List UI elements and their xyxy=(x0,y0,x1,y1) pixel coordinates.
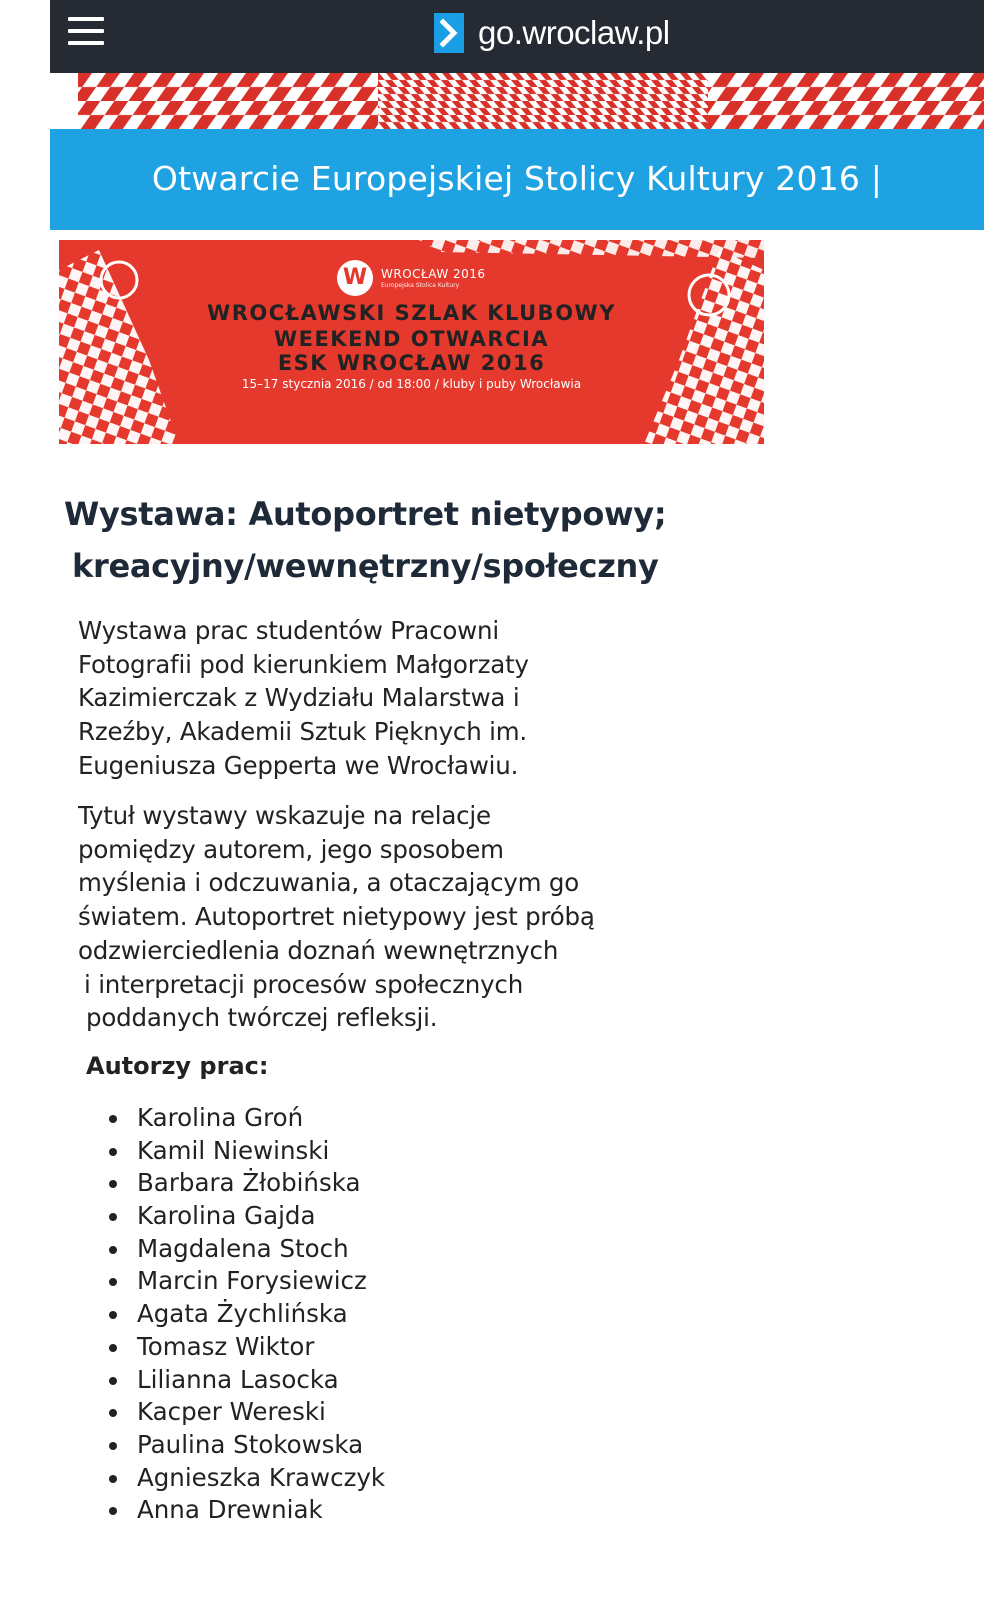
paragraph-line: Kazimierczak z Wydziału Malarstwa i xyxy=(78,683,520,713)
list-item: Marcin Forysiewicz xyxy=(106,1265,385,1298)
article-title xyxy=(64,488,704,592)
section-title: Otwarcie Europejskiej Stolicy Kultury 2016 | xyxy=(151,159,883,198)
banner-date-line: 15–17 stycznia 2016 / od 18:00 / kluby i puby Wrocławia xyxy=(241,377,582,391)
banner-line-1: WROCŁAWSKI SZLAK KLUBOWY xyxy=(207,301,616,325)
list-item: Anna Drewniak xyxy=(106,1494,385,1527)
banner-line-2: WEEKEND OTWARCIA xyxy=(273,327,550,351)
list-item: Paulina Stokowska xyxy=(106,1429,385,1462)
list-item: Kacper Wereski xyxy=(106,1396,385,1429)
paragraph-line: Rzeźby, Akademii Sztuk Pięknych im. xyxy=(78,717,527,747)
banner-logo-subcaption: Europejska Stolica Kultury xyxy=(381,282,460,289)
list-item: Tomasz Wiktor xyxy=(106,1331,385,1364)
event-banner-image[interactable] xyxy=(59,240,764,444)
list-item: Magdalena Stoch xyxy=(106,1233,385,1266)
list-item: Agata Żychlińska xyxy=(106,1298,385,1331)
list-item: Kamil Niewinski xyxy=(106,1135,385,1168)
paragraph-line: Tytuł wystawy wskazuje na relacje xyxy=(78,801,491,830)
site-name: go.wroclaw.pl xyxy=(478,14,670,51)
authors-heading: Autorzy prac: xyxy=(86,1052,269,1080)
article-paragraph-1 xyxy=(78,614,668,783)
paragraph-line: i interpretacji procesów społecznych xyxy=(84,969,524,999)
list-item: Lilianna Lasocka xyxy=(106,1364,385,1397)
paragraph-line: Wystawa prac studentów Pracowni xyxy=(78,616,499,645)
banner-line-3: ESK WROCŁAW 2016 xyxy=(277,351,546,375)
authors-list xyxy=(106,1102,385,1527)
list-item: Agnieszka Krawczyk xyxy=(106,1462,385,1495)
article-title-line-1: Wystawa: Autoportret nietypowy; xyxy=(64,495,667,533)
paragraph-line: poddanych twórczej refleksji. xyxy=(86,1003,438,1033)
article-title-line-2: kreacyjny/wewnętrzny/społeczny xyxy=(72,547,659,585)
article-paragraph-2 xyxy=(78,799,668,1035)
paragraph-line: pomiędzy autorem, jego sposobem xyxy=(78,834,504,864)
section-banner xyxy=(50,129,984,230)
list-item: Karolina Groń xyxy=(106,1102,385,1135)
site-logo[interactable] xyxy=(434,10,670,56)
checkered-pattern-graphic xyxy=(78,73,984,129)
paragraph-line: odzwierciedlenia doznań wewnętrznych xyxy=(78,935,559,965)
list-item: Karolina Gajda xyxy=(106,1200,385,1233)
list-item: Barbara Żłobińska xyxy=(106,1167,385,1200)
paragraph-line: Eugeniusza Gepperta we Wrocławiu. xyxy=(78,750,519,780)
hamburger-icon[interactable] xyxy=(68,17,104,47)
wroclaw-2016-logo xyxy=(337,260,486,296)
header-pattern xyxy=(50,73,984,129)
chevron-right-icon xyxy=(434,13,464,53)
paragraph-line: Fotografii pod kierunkiem Małgorzaty xyxy=(78,649,529,679)
banner-logo-caption: WROCŁAW 2016 xyxy=(381,267,486,281)
banner-logo-letter: W xyxy=(337,260,373,296)
paragraph-line: myślenia i odczuwania, a otaczającym go xyxy=(78,868,580,898)
paragraph-line: światem. Autoportret nietypowy jest próbą xyxy=(78,902,595,932)
top-app-bar xyxy=(50,0,984,73)
